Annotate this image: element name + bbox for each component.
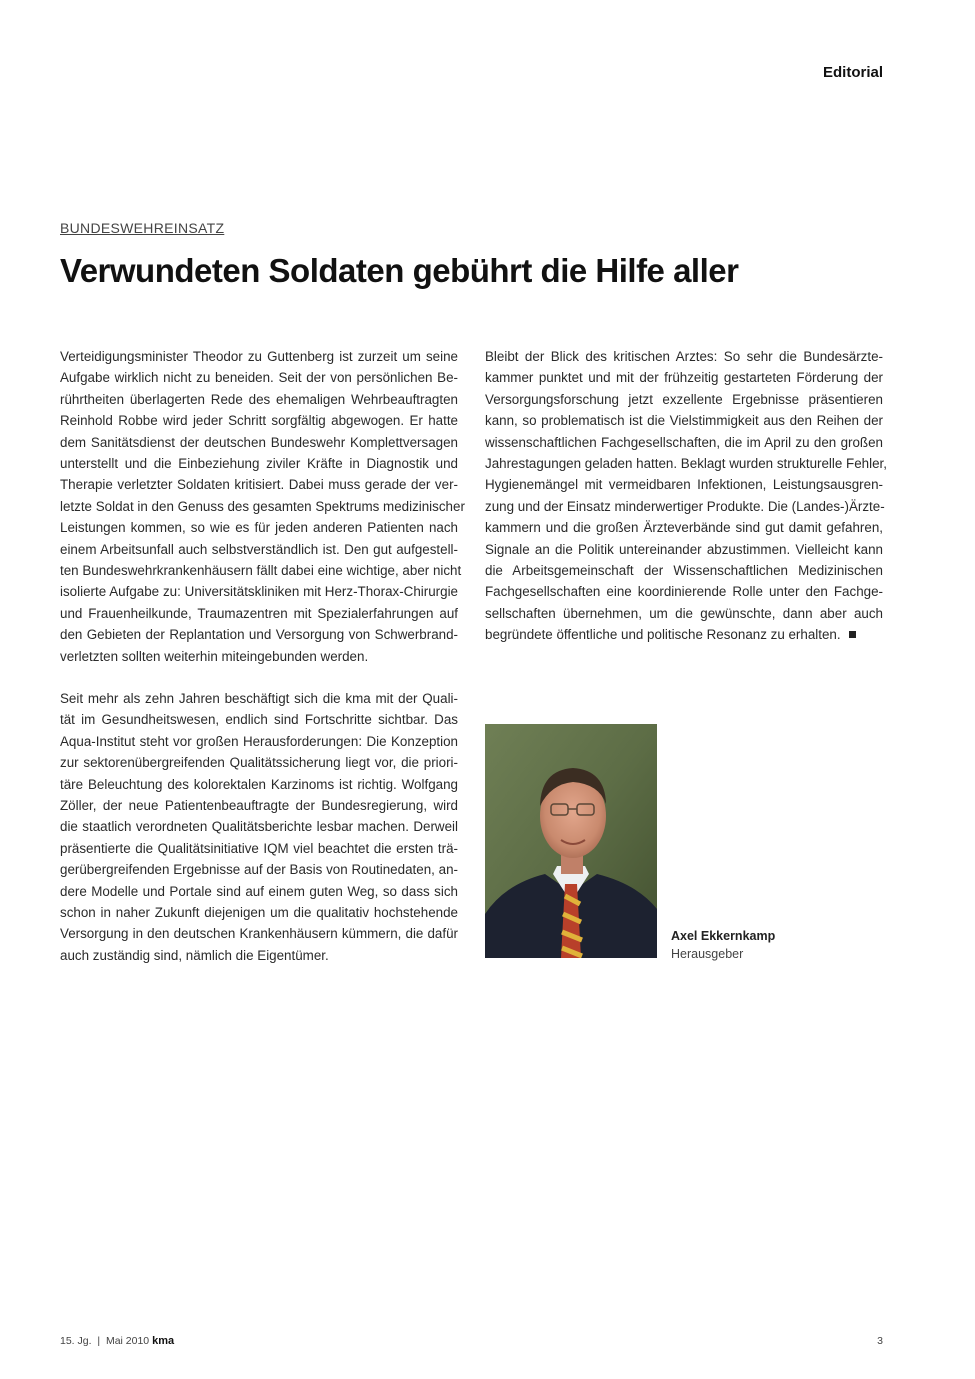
text-line: gerübergreifenden Ergebnisse auf der Basis von Routinedaten, an-: [60, 862, 458, 878]
text-line: tät im Gesundheitswesen, endlich sind Fortschritte sichtbar. Das: [60, 712, 458, 728]
author-name: Axel Ekkernkamp: [671, 929, 776, 943]
text-line: kann, so problematisch ist die Vielstimmigkeit aus den Reihen der: [485, 413, 883, 429]
text-line: Signale an die Politik untereinander abzustimmen. Vielleicht kann: [485, 541, 883, 557]
text-line: begründete öffentliche und politische Resonanz zu erhalten.: [485, 624, 883, 645]
text-line: Seit mehr als zehn Jahren beschäftigt sich die kma mit der Quali-: [60, 691, 458, 706]
text-line: Versorgungsforschung jetzt exzellente Ergebnisse präsentieren: [485, 391, 883, 407]
text-line: Reinhold Robbe wird jeder Schritt sorgfältig abgewogen. Er hatte: [60, 413, 458, 429]
text-line: kammer punktet und mit der frühzeitig gestarteten Förderung der: [485, 370, 883, 386]
article-end-mark: [849, 631, 856, 638]
text-line: sellschaften übernehmen, um die gewünschte, dann aber auch: [485, 605, 883, 621]
author-role: Herausgeber: [671, 947, 744, 961]
text-line: zur sektorenübergreifenden Qualitätssicherung liegt vor, die priori-: [60, 755, 458, 771]
text-line: isolierte Aufgabe zu: Universitätskliniken mit Herz-Thorax-Chirurgie: [60, 584, 458, 600]
text-line: Aufgabe wirklich nicht zu beneiden. Seit der von persönlichen Be-: [60, 370, 458, 386]
text-line: kammern und die großen Ärzteverbände sind gut damit gefahren,: [485, 520, 883, 536]
text-line: ten Bundeswehrkrankenhäusern fällt dabei eine wichtige, aber nicht: [60, 563, 462, 579]
text-line: dere Modelle und Portale sind auf einem guten Weg, so dass sich: [60, 883, 458, 899]
text-line: Jahrestagungen geladen hatten. Beklagt wurden strukturelle Fehler,: [485, 456, 887, 472]
text-line: Therapie verletzter Soldaten kritisiert. Dabei muss gerade der ver-: [60, 477, 458, 493]
article-kicker: BUNDESWEHREINSATZ: [60, 220, 225, 236]
text-line: unterstellt und die Einbeziehung ziviler Kräfte in Diagnostik und: [60, 456, 458, 472]
text-line: dem Sanitätsdienst der deutschen Bundeswehr Komplettversagen: [60, 434, 458, 450]
article-column-left-bottom: [60, 688, 458, 966]
text-line: Versorgung in den deutschen Krankenhäusern kümmern, die dafür: [60, 926, 458, 942]
text-line: letzte Soldat in den Genuss des gesamten Spektrums medizinischer: [60, 498, 465, 514]
footer-issue-info: [60, 1335, 174, 1347]
text-line: zung und der Einsatz minderwertiger Produkte. Die (Landes-)Ärzte-: [485, 498, 885, 514]
section-label: Editorial: [822, 64, 883, 81]
text-line: täre Beleuchtung des kolorektalen Karzinoms ist richtig. Wolfgang: [60, 776, 458, 792]
page-number: 3: [877, 1335, 883, 1347]
text-line: Bleibt der Blick des kritischen Arztes: So sehr die Bundesärzte-: [485, 349, 883, 364]
article-title: Verwundeten Soldaten gebührt die Hilfe aller: [60, 252, 739, 289]
article-column-right: [485, 346, 887, 646]
text-line: die staatlich verordneten Qualitätsberichte lesbar machen. Derweil: [60, 819, 458, 835]
text-line: Fachgesellschaften eine koordinierende Rolle unter den Fachge-: [485, 584, 883, 600]
text-line: Hygienemängel mit vermeidbaren Infektionen, Leistungsausgren-: [485, 477, 883, 493]
footer-volume: 15. Jg.: [60, 1335, 92, 1347]
text-line: einem Arbeitsunfall auch selbstverständlich ist. Den gut aufgestell-: [60, 541, 458, 557]
text-line: rührtheiten überlagerten Rede des ehemaligen Wehrbeauftragten: [60, 391, 458, 407]
footer-separator: |: [97, 1335, 101, 1347]
footer-brand-logo: kma: [152, 1335, 175, 1347]
text-line: und Frauenheilkunde, Traumazentren mit Spezialerfahrungen auf: [60, 605, 458, 621]
text-line: auch zuständig sind, nämlich die Eigentümer.: [60, 947, 329, 963]
footer-issue: Mai 2010: [105, 1335, 150, 1347]
text-line: die Arbeitsgemeinschaft der Wissenschaftlichen Medizinischen: [485, 563, 883, 579]
author-photo: [485, 724, 657, 958]
text-line: präsentierte die Qualitätsinitiative IQM viel beachtet die ersten trä-: [60, 840, 458, 856]
article-column-left-top: [60, 346, 465, 667]
author-portrait-image: [485, 724, 657, 958]
text-line: Zöller, der neue Patientenbeauftragte der Bundesregierung, wird: [60, 798, 458, 814]
text-line: den Gebieten der Replantation und Versorgung von Schwerbrand-: [60, 627, 458, 643]
text-line: Aqua-Institut steht vor großen Herausforderungen: Die Konzeption: [60, 733, 458, 749]
text-line: Leistungen kommen, so wie es für jeden anderen Patienten nach: [60, 520, 458, 536]
text-line: Verteidigungsminister Theodor zu Guttenberg ist zurzeit um seine: [60, 349, 458, 364]
text-line: schon in naher Zukunft diejenigen um die qualitativ hochstehende: [60, 905, 458, 921]
text-line: verletzten sollten weiterhin miteingebunden werden.: [60, 648, 369, 664]
text-line: wissenschaftlichen Fachgesellschaften, die im April zu den großen: [485, 434, 883, 450]
